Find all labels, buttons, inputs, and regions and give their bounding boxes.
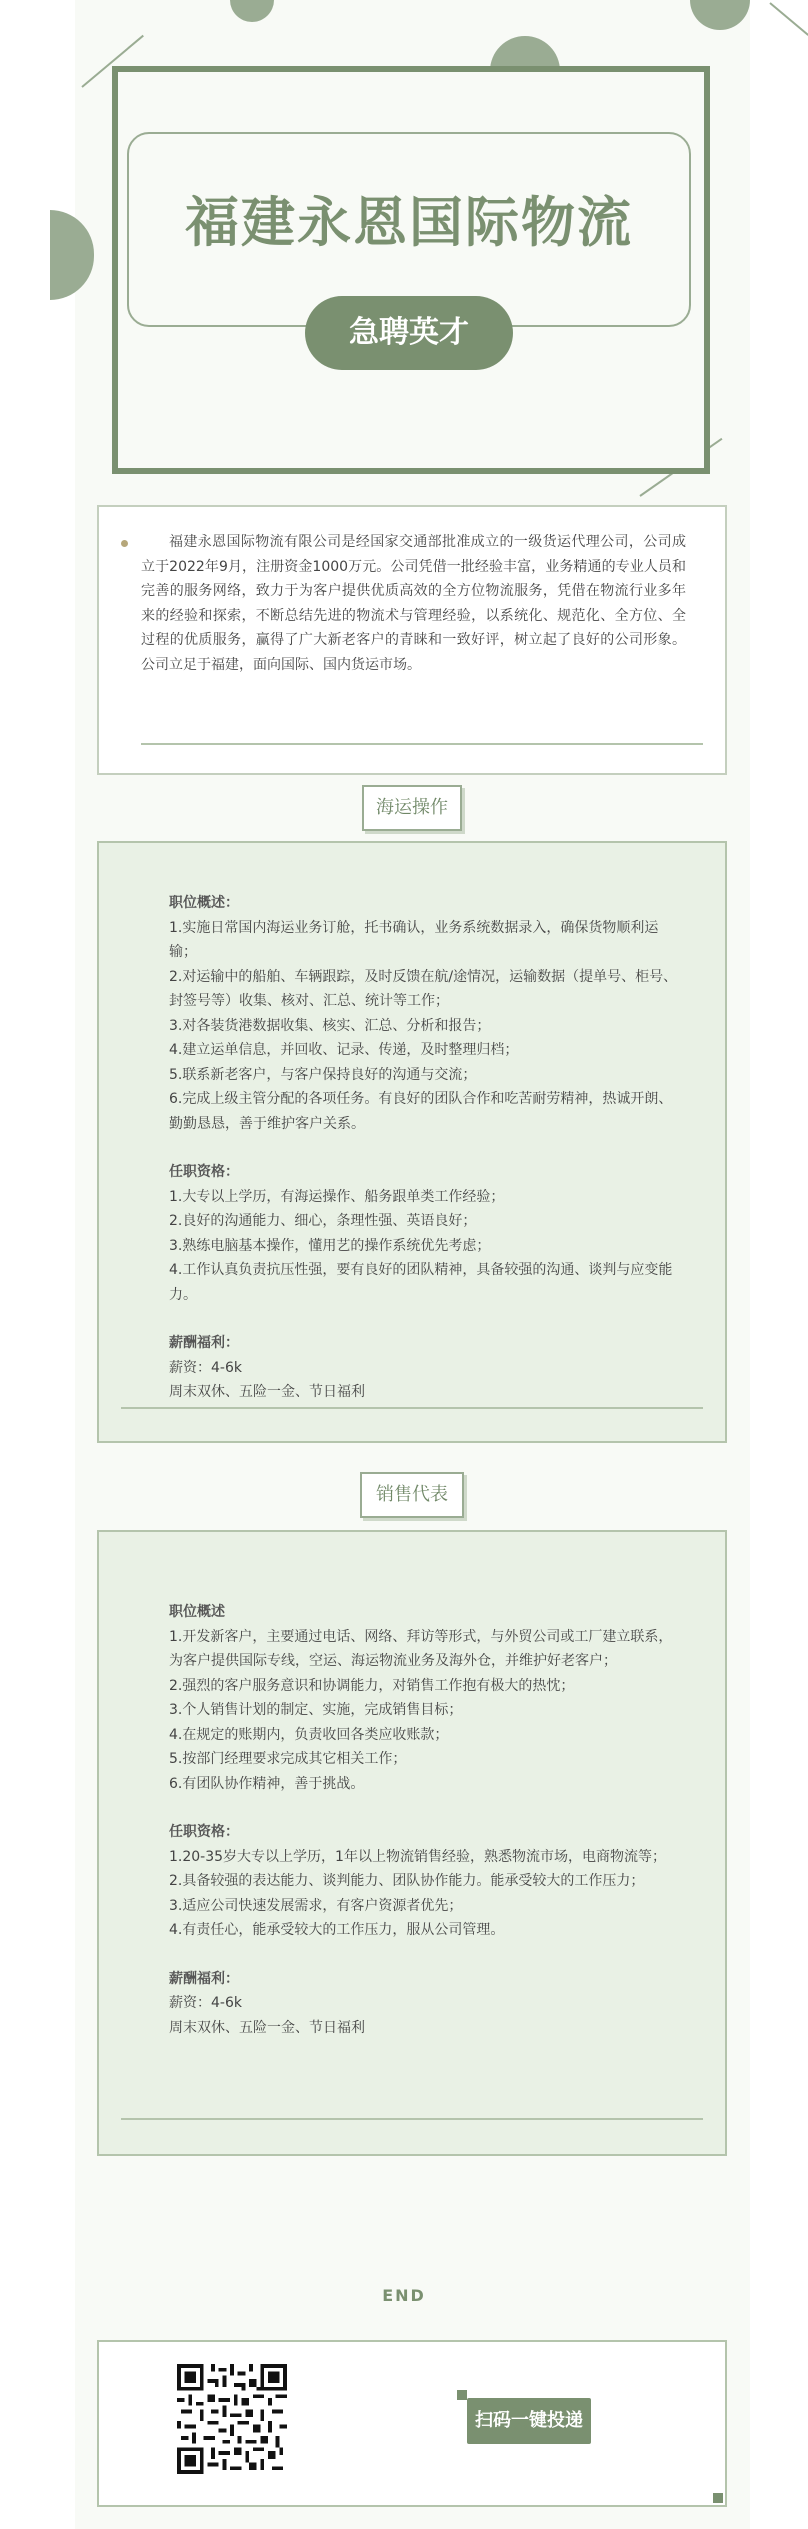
intro-card xyxy=(97,505,727,775)
divider xyxy=(121,2118,703,2120)
apply-button[interactable]: 扫码一键投递 xyxy=(467,2398,591,2444)
intro-text: 福建永恩国际物流有限公司是经国家交通部批准成立的一级货运代理公司，公司成立于2022年9月，注册资金1000万元。公司凭借一批经验丰富，业务精通的专业人员和完善的服务网络，致力于为客户提供优质高效的全方位物流服务，凭借在物流行业多年来的经验和探索，不断总结先进的物流术与管理经验，以系统化、规范化、全方位、全过程的优质服务，赢得了广大新老客户的青睐和一致好评，树立起了良好的公司形象。公司立足于福建，面向国际、国内货运市场。 xyxy=(141,534,686,673)
job-card-sales-rep xyxy=(97,1530,727,2156)
job1-req-item: 3.熟练电脑基本操作，懂用艺的操作系统优先考虑； xyxy=(169,1237,491,1254)
qr-code-icon[interactable] xyxy=(177,2364,287,2474)
job1-overview-item: 6.完成上级主管分配的各项任务。有良好的团队合作和吃苦耐劳精神，热诚开朗、勤勤恳恳，善于维护客户关系。 xyxy=(169,1091,673,1132)
company-title: 福建永恩国际物流 xyxy=(185,191,633,254)
job1-overview-item: 2.对运输中的船舶、车辆跟踪，及时反馈在航/途情况，运输数据（提单号、柜号、封签号等）收集、核对、汇总、统计等工作； xyxy=(169,968,678,1009)
decor-line xyxy=(769,2,808,36)
job2-overview-item: 1.开发新客户，主要通过电话、网络、拜访等形式，与外贸公司或工厂建立联系，为客户提供国际专线，空运、海运物流业务及海外仓，并维护好老客户； xyxy=(169,1628,673,1669)
job-card-sea-operation xyxy=(97,841,727,1443)
job2-req-title: 任职资格： xyxy=(169,1824,239,1840)
job2-pay-item: 周末双休、五险一金、节日福利 xyxy=(169,2019,365,2036)
job2-overview-item: 6.有团队协作精神，善于挑战。 xyxy=(169,1775,365,1792)
bullet-dot xyxy=(121,540,128,547)
job1-overview-item: 1.实施日常国内海运业务订舱，托书确认，业务系统数据录入，确保货物顺利运输； xyxy=(169,919,659,960)
job1-pay-title: 薪酬福利： xyxy=(169,1335,239,1351)
divider xyxy=(141,743,703,745)
job1-pay-item: 周末双休、五险一金、节日福利 xyxy=(169,1384,365,1400)
job1-req-item: 1.大专以上学历，有海运操作、船务跟单类工作经验； xyxy=(169,1188,505,1205)
job2-req-item: 3.适应公司快速发展需求，有客户资源者优先； xyxy=(169,1897,463,1914)
job1-pay-item: 薪资：4-6k xyxy=(169,1359,242,1376)
job2-overview-item: 4.在规定的账期内，负责收回各类应收账款； xyxy=(169,1726,449,1743)
recruit-banner: 急聘英才 xyxy=(305,296,513,370)
divider xyxy=(121,1407,703,1409)
job2-overview-item: 2.强烈的客户服务意识和协调能力，对销售工作抱有极大的热忱； xyxy=(169,1677,575,1694)
job1-overview-title: 职位概述： xyxy=(169,895,239,911)
job1-req-item: 2.良好的沟通能力、细心，条理性强、英语良好； xyxy=(169,1213,477,1229)
job2-content xyxy=(169,1600,679,2040)
job2-req-item: 4.有责任心，能承受较大的工作压力，服从公司管理。 xyxy=(169,1922,505,1938)
job1-content xyxy=(169,891,679,1405)
button-corner xyxy=(457,2390,467,2400)
job2-overview-title: 职位概述 xyxy=(169,1604,225,1620)
job1-req-item: 4.工作认真负责抗压性强，要有良好的团队精神，具备较强的沟通、谈判与应变能力。 xyxy=(169,1262,673,1303)
button-corner xyxy=(713,2493,723,2503)
job2-req-item: 1.20-35岁大专以上学历，1年以上物流销售经验，熟悉物流市场，电商物流等； xyxy=(169,1848,666,1865)
job1-overview-item: 4.建立运单信息，并回收、记录、传递，及时整理归档； xyxy=(169,1042,519,1058)
job1-overview-item: 5.联系新老客户，与客户保持良好的沟通与交流； xyxy=(169,1066,477,1083)
job1-req-title: 任职资格： xyxy=(169,1164,239,1180)
job2-overview-item: 3.个人销售计划的制定、实施，完成销售目标； xyxy=(169,1702,463,1718)
job2-overview-item: 5.按部门经理要求完成其它相关工作； xyxy=(169,1751,407,1767)
end-label: END xyxy=(382,2286,426,2305)
job2-pay-title: 薪酬福利： xyxy=(169,1970,239,1987)
tag-sea-operation: 海运操作 xyxy=(362,785,462,831)
job2-req-item: 2.具备较强的表达能力、谈判能力、团队协作能力。能承受较大的工作压力； xyxy=(169,1873,645,1889)
tag-sales-rep: 销售代表 xyxy=(360,1472,464,1518)
job2-pay-item: 薪资：4-6k xyxy=(169,1995,242,2011)
job1-overview-item: 3.对各装货港数据收集、核实、汇总、分析和报告； xyxy=(169,1017,491,1034)
